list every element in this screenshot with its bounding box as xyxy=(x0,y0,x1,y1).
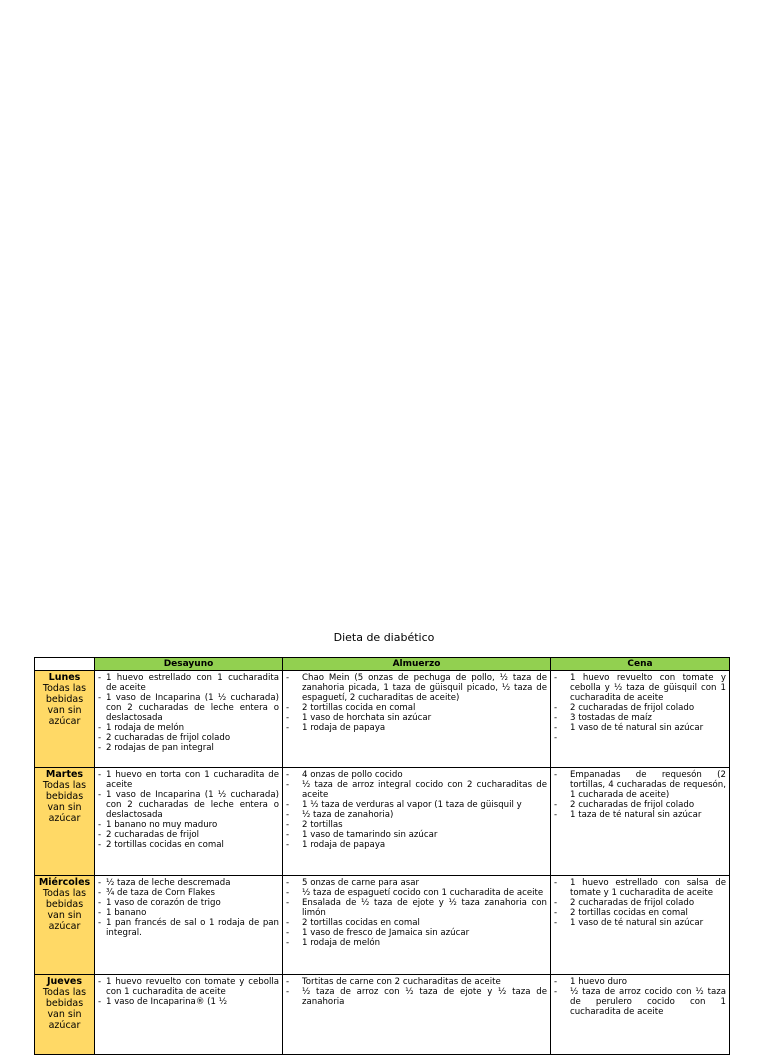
desayuno-cell-lunes xyxy=(95,671,283,768)
cena-cell-martes xyxy=(551,768,730,876)
list-item: - 1 vaso de té natural sin azúcar xyxy=(554,918,726,928)
diet-table xyxy=(34,657,730,1055)
almuerzo-cell-lunes xyxy=(283,671,551,768)
cena-cell-lunes xyxy=(551,671,730,768)
day-cell-jueves xyxy=(35,975,95,1055)
list-item: - 1 vaso de fresco de Jamaica sin azúcar xyxy=(286,928,547,938)
day-name: Jueves xyxy=(46,976,83,987)
list-item: - 1 vaso de Incaparina (1 ½ cucharada) con 2 cucharadas de leche entera o deslactosada xyxy=(98,790,279,820)
almuerzo-list xyxy=(286,673,547,733)
list-item: - 1 rodaja de papaya xyxy=(286,840,547,850)
day-note: Todas las bebidas van sin azúcar xyxy=(42,780,87,824)
list-item: - Empanadas de requesón (2 tortillas, 4 cucharadas de requesón, 1 cucharada de aceite) xyxy=(554,770,726,800)
document-title: Dieta de diabético xyxy=(333,631,435,644)
almuerzo-cell-martes xyxy=(283,768,551,876)
day-note: Todas las bebidas van sin azúcar xyxy=(42,987,87,1031)
cena-list xyxy=(554,673,726,733)
list-item: - 2 tortillas cocida en comal xyxy=(286,703,547,713)
cena-cell-jueves xyxy=(551,975,730,1055)
list-item: - 1 vaso de Incaparina (1 ½ cucharada) con 2 cucharadas de leche entera o deslactosada xyxy=(98,693,279,723)
desayuno-cell-jueves xyxy=(95,975,283,1055)
desayuno-list xyxy=(98,770,279,850)
list-item: - ½ taza de espaguetí cocido con 1 cucharadita de aceite xyxy=(286,888,547,898)
list-item: - 2 rodajas de pan integral xyxy=(98,743,279,753)
list-item: - 1 vaso de corazón de trigo xyxy=(98,898,279,908)
list-item: - ½ taza de leche descremada xyxy=(98,878,279,888)
day-cell-miercoles xyxy=(35,876,95,975)
list-item: - 1 pan francés de sal o 1 rodaja de pan integral. xyxy=(98,918,279,938)
almuerzo-list xyxy=(286,770,547,850)
day-cell-lunes xyxy=(35,671,95,768)
list-item: - Tortitas de carne con 2 cucharaditas de aceite xyxy=(286,977,547,987)
list-item: - 1 rodaja de melón xyxy=(286,938,547,948)
desayuno-list xyxy=(98,878,279,938)
list-item: - Ensalada de ½ taza de ejote y ½ taza zanahoria con limón xyxy=(286,898,547,918)
almuerzo-list xyxy=(286,977,547,1007)
cena-list xyxy=(554,878,726,928)
header-desayuno: Desayuno xyxy=(95,658,283,671)
list-item: - 2 cucharadas de frijol colado xyxy=(554,898,726,908)
list-item: - 1 huevo duro xyxy=(554,977,726,987)
list-item: - 2 cucharadas de frijol colado xyxy=(554,800,726,810)
list-item: - 1 vaso de Incaparina® (1 ½ xyxy=(98,997,279,1007)
almuerzo-cell-miercoles xyxy=(283,876,551,975)
list-item: - 1 vaso de té natural sin azúcar xyxy=(554,723,726,733)
almuerzo-cell-jueves xyxy=(283,975,551,1055)
desayuno-cell-miercoles xyxy=(95,876,283,975)
list-item: - ¾ de taza de Corn Flakes xyxy=(98,888,279,898)
list-item: - 2 tortillas xyxy=(286,820,547,830)
list-item: - 2 cucharadas de frijol colado xyxy=(98,733,279,743)
day-cell-martes xyxy=(35,768,95,876)
list-item: - Chao Mein (5 onzas de pechuga de pollo, ½ taza de zanahoria picada, 1 taza de güisquil picado, ½ taza de espaguetí, 2 cucharaditas de aceite) xyxy=(286,673,547,703)
list-item: - 4 onzas de pollo cocido xyxy=(286,770,547,780)
diet-table-body xyxy=(35,671,730,1055)
day-note: Todas las bebidas van sin azúcar xyxy=(42,888,87,932)
list-item: - 1 huevo estrellado con 1 cucharadita de aceite xyxy=(98,673,279,693)
day-name: Lunes xyxy=(48,672,81,683)
day-row-miercoles xyxy=(35,876,730,975)
list-item: - 1 vaso de tamarindo sin azúcar xyxy=(286,830,547,840)
list-item: - 1 banano no muy maduro xyxy=(98,820,279,830)
list-item: - 2 tortillas cocidas en comal xyxy=(98,840,279,850)
list-item: - 1 huevo en torta con 1 cucharadita de aceite xyxy=(98,770,279,790)
desayuno-cell-martes xyxy=(95,768,283,876)
list-item: - 1 huevo revuelto con tomate y cebolla y ½ taza de güisquil con 1 cucharadita de aceite xyxy=(554,673,726,703)
list-item: - 2 cucharadas de frijol colado xyxy=(554,703,726,713)
list-item: - 2 tortillas cocidas en comal xyxy=(554,908,726,918)
cena-list xyxy=(554,770,726,820)
list-item: - 1 rodaja de melón xyxy=(98,723,279,733)
list-item: - 3 tostadas de maíz xyxy=(554,713,726,723)
list-item: - 1 huevo revuelto con tomate y cebolla con 1 cucharadita de aceite xyxy=(98,977,279,997)
list-item: - 1 huevo estrellado con salsa de tomate y 1 cucharadita de aceite xyxy=(554,878,726,898)
desayuno-list xyxy=(98,673,279,753)
cena-list xyxy=(554,977,726,1017)
day-row-martes xyxy=(35,768,730,876)
header-row xyxy=(35,658,730,671)
list-item: - 5 onzas de carne para asar xyxy=(286,878,547,888)
day-row-lunes xyxy=(35,671,730,768)
cena-cell-miercoles xyxy=(551,876,730,975)
header-almuerzo: Almuerzo xyxy=(283,658,551,671)
day-name: Martes xyxy=(45,769,84,780)
header-blank xyxy=(35,658,95,671)
list-item: - ½ taza de arroz integral cocido con 2 cucharaditas de aceite xyxy=(286,780,547,800)
almuerzo-list xyxy=(286,878,547,948)
day-name: Miércoles xyxy=(38,877,91,888)
header-cena: Cena xyxy=(551,658,730,671)
list-item: - 1 banano xyxy=(98,908,279,918)
list-item: - ½ taza de arroz cocido con ½ taza de perulero cocido con 1 cucharadita de aceite xyxy=(554,987,726,1017)
list-item: - ½ taza de arroz con ½ taza de ejote y ½ taza de zanahoria xyxy=(286,987,547,1007)
desayuno-list xyxy=(98,977,279,1007)
list-item: - 1 vaso de horchata sin azúcar xyxy=(286,713,547,723)
list-item: - 2 cucharadas de frijol xyxy=(98,830,279,840)
list-item: - 1 rodaja de papaya xyxy=(286,723,547,733)
list-item: - 1 taza de té natural sin azúcar xyxy=(554,810,726,820)
list-item: - ½ taza de zanahoria) xyxy=(286,810,547,820)
day-row-jueves xyxy=(35,975,730,1055)
list-item: - 1 ½ taza de verduras al vapor (1 taza de güisquil y xyxy=(286,800,547,810)
list-item: - 2 tortillas cocidas en comal xyxy=(286,918,547,928)
day-note: Todas las bebidas van sin azúcar xyxy=(42,683,87,727)
